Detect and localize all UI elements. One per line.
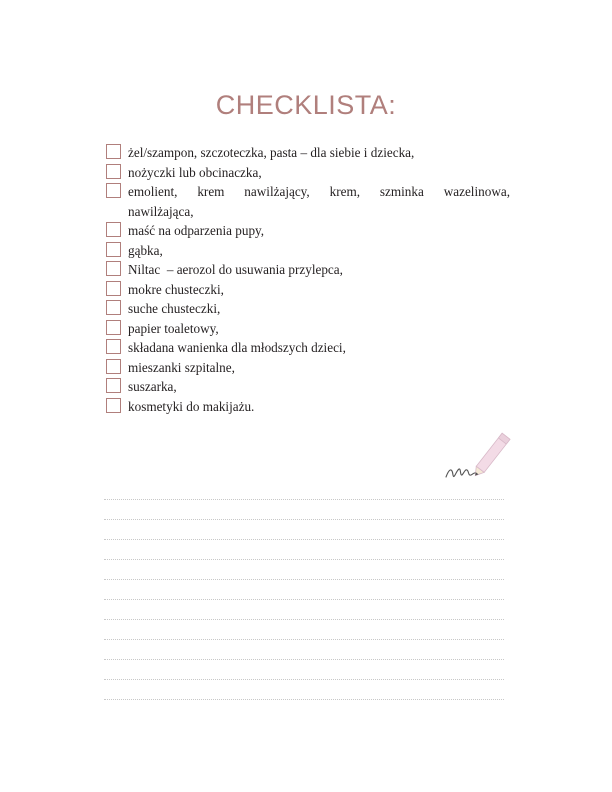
note-line[interactable]: [104, 500, 504, 520]
checklist-item: [106, 319, 510, 339]
checklist-item: [106, 397, 510, 417]
checklist-item: [106, 143, 510, 163]
checklist-item-label: nożyczki lub obcinaczka,: [128, 164, 262, 180]
checklist-item: [106, 163, 510, 183]
checklist-item: [106, 280, 510, 300]
checklist-item-label: suche chusteczki,: [128, 301, 221, 316]
checkbox[interactable]: [106, 242, 121, 257]
checkbox[interactable]: [106, 378, 121, 393]
note-line[interactable]: [104, 560, 504, 580]
checklist-item: [106, 241, 510, 261]
checkbox[interactable]: [106, 339, 121, 354]
checklist-item-label: składana wanienka dla młodszych dzieci,: [128, 340, 346, 355]
note-line[interactable]: [104, 640, 504, 660]
checklist-item: [106, 358, 510, 378]
checklist-item-label: maść na odparzenia pupy,: [128, 223, 265, 238]
checkbox[interactable]: [106, 222, 121, 237]
checkbox[interactable]: [106, 300, 121, 315]
pencil-icon: [443, 429, 511, 483]
checklist-item: [106, 221, 510, 241]
notes-area: [104, 480, 504, 700]
checkbox[interactable]: [106, 320, 121, 335]
checklist-item-label: kosmetyki do makijażu.: [128, 398, 255, 414]
checklist: [106, 143, 510, 416]
note-line[interactable]: [104, 620, 504, 640]
checklist-item-label: mieszanki szpitalne,: [128, 359, 235, 375]
checklist-item-label: mokre chusteczki,: [128, 281, 224, 297]
checklist-item: [106, 338, 510, 358]
checklist-item: [106, 260, 510, 280]
note-line[interactable]: [104, 600, 504, 620]
checklist-item-label: emolient, krem nawilżający, krem, szminka wazelinowa, nawilżająca,: [128, 184, 510, 219]
checkbox[interactable]: [106, 144, 121, 159]
note-line[interactable]: [104, 660, 504, 680]
checklist-item: [106, 182, 510, 221]
checkbox[interactable]: [106, 261, 121, 276]
checklist-item: [106, 299, 510, 319]
checkbox[interactable]: [106, 183, 121, 198]
checklist-item-label: papier toaletowy,: [128, 320, 219, 336]
note-line[interactable]: [104, 580, 504, 600]
checkbox[interactable]: [106, 164, 121, 179]
checklist-item-label: gąbka,: [128, 242, 163, 258]
page-title: CHECKLISTA:: [215, 90, 397, 120]
checklist-item-label: suszarka,: [128, 379, 177, 394]
checklist-item-label: Niltac – aerozol do usuwania przylepca,: [128, 262, 343, 277]
note-line[interactable]: [104, 520, 504, 540]
note-line[interactable]: [104, 540, 504, 560]
checklist-item-label: żel/szampon, szczoteczka, pasta – dla siebie i dziecka,: [128, 145, 415, 160]
checklist-item: [106, 377, 510, 397]
checkbox[interactable]: [106, 359, 121, 374]
checkbox[interactable]: [106, 398, 121, 413]
checkbox[interactable]: [106, 281, 121, 296]
note-line[interactable]: [104, 480, 504, 500]
note-line[interactable]: [104, 680, 504, 700]
